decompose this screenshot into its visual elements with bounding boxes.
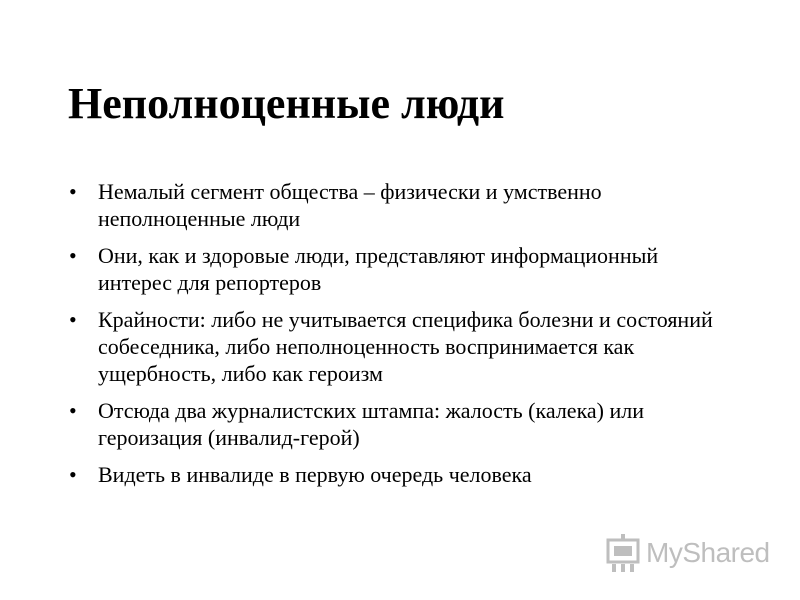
bullet-icon: • (69, 307, 77, 332)
list-item (68, 178, 728, 232)
list-item (68, 397, 728, 451)
bullet-text: Немалый сегмент общества – физически и умственно неполноценные люди (98, 179, 602, 231)
watermark-logo (606, 534, 770, 574)
list-item (68, 306, 728, 387)
bullet-text: Отсюда два журналистских штампа: жалость (калека) или героизация (инвалид-герой) (98, 398, 645, 450)
list-item (68, 461, 728, 488)
bullet-icon: • (69, 398, 77, 423)
bullet-list (68, 178, 728, 498)
bullet-text: Видеть в инвалиде в первую очередь человека (98, 462, 532, 487)
bullet-icon: • (69, 243, 77, 268)
watermark-text: MyShared (646, 537, 770, 568)
bullet-text: Крайности: либо не учитывается специфика болезни и состояний собеседника, либо неполноценность воспринимается как ущербность, либо как героизм (98, 307, 713, 386)
slide-title: Неполноценные люди (68, 79, 505, 128)
bullet-text: Они, как и здоровые люди, представляют информационный интерес для репортеров (98, 243, 659, 295)
list-item (68, 242, 728, 296)
bullet-icon: • (69, 179, 77, 204)
bullet-icon: • (69, 462, 77, 487)
